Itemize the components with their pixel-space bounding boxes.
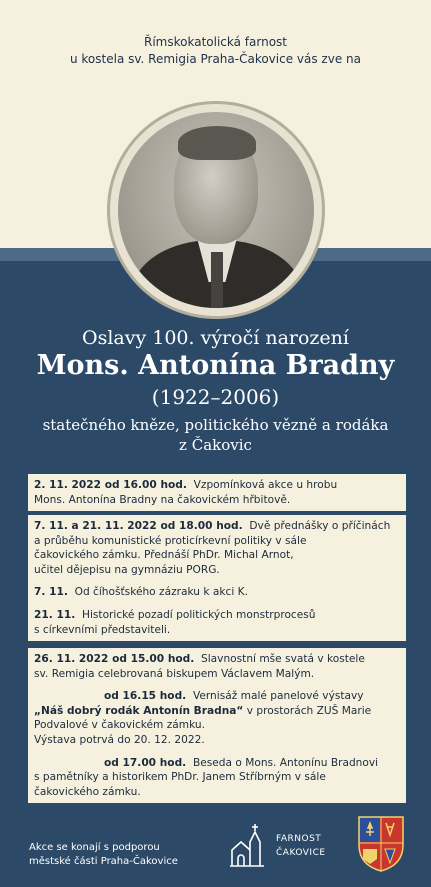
event-6-exhibition-title: „Náš dobrý rodák Antonín Bradna“ — [34, 704, 244, 717]
title-line-1: Oslavy 100. výročí narození — [82, 327, 349, 349]
event-box-2 — [28, 515, 406, 641]
title-years: (1922–2006) — [151, 385, 280, 409]
event-4-text-2: s církevními představiteli. — [34, 623, 171, 636]
support-line-2: městské části Praha-Čakovice — [29, 856, 178, 867]
event-5-text: Slavnostní mše svatá v kostele — [201, 653, 365, 665]
title-name: Mons. Antonína Bradny — [36, 350, 395, 381]
subtitle-line-1: statečného kněze, politického vězně a rodáka — [42, 416, 389, 434]
inviter-line-1: Římskokatolická farnost — [144, 35, 287, 49]
event-2-text-2: a průběhu komunistické proticírkevní politiky v sále — [34, 534, 307, 547]
event-7-text: Beseda o Mons. Antonínu Bradnovi — [192, 756, 379, 769]
event-2-date: 7. 11. a 21. 11. 2022 od 18.00 hod. — [34, 520, 243, 532]
event-6-text-4: Výstava potrvá do 20. 12. 2022. — [34, 733, 205, 746]
farnost-line-2: ČAKOVICE — [276, 848, 326, 858]
farnost-line-1: FARNOST — [276, 834, 322, 844]
event-1-date: 2. 11. 2022 od 16.00 hod. — [34, 479, 187, 491]
coat-of-arms-icon — [357, 815, 405, 873]
event-7-time: od 17.00 hod. — [104, 756, 187, 769]
event-6-time: od 16.15 hod. — [104, 690, 187, 703]
event-2-text-4: učitel dějepisu na gymnáziu PORG. — [34, 563, 220, 576]
subtitle-line-2: z Čakovic — [179, 436, 252, 454]
event-6-text-3: Podvalové v čakovickém zámku. — [34, 719, 206, 732]
event-4-text: Historické pozadí politických monstrprocesů — [81, 608, 316, 621]
subtitle — [0, 415, 431, 455]
support-line-1: Akce se konají s podporou — [29, 842, 160, 853]
event-6-text: Vernisáž malé panelové výstavy — [192, 690, 364, 703]
portrait-photo — [118, 112, 314, 308]
support-note — [29, 841, 178, 869]
event-6-text-2: v prostorách ZUŠ Marie — [246, 704, 372, 717]
event-5-date: 26. 11. 2022 od 15.00 hod. — [34, 653, 195, 665]
event-2-text-3: čakovického zámku. Přednáší PhDr. Michal Arnot, — [34, 549, 294, 562]
event-1-text-2: Mons. Antonína Bradny na čakovickém hřbitově. — [34, 493, 291, 506]
event-box-1 — [28, 474, 406, 511]
event-4-date: 21. 11. — [34, 608, 76, 621]
church-icon — [228, 822, 268, 868]
event-3-text: Od číhošťského zázraku k akci K. — [74, 586, 248, 599]
event-7-text-3: čakovického zámku. — [34, 785, 141, 798]
inviter-line-2: u kostela sv. Remigia Praha-Čakovice vás zve na — [69, 52, 361, 66]
farnost-logo-text — [276, 832, 326, 860]
event-7-text-2: s pamětníky a historikem PhDr. Janem Stříbrným v sále — [34, 771, 326, 784]
event-5-text-2: sv. Remigia celebrovaná biskupem Václavem Malým. — [34, 667, 315, 680]
inviter-text — [0, 34, 431, 68]
portrait-frame — [107, 101, 325, 319]
event-box-3 — [28, 648, 406, 803]
event-3-date: 7. 11. — [34, 586, 68, 599]
event-2-text: Dvě přednášky o příčinách — [249, 520, 391, 532]
event-1-text: Vzpomínková akce u hrobu — [193, 479, 338, 491]
